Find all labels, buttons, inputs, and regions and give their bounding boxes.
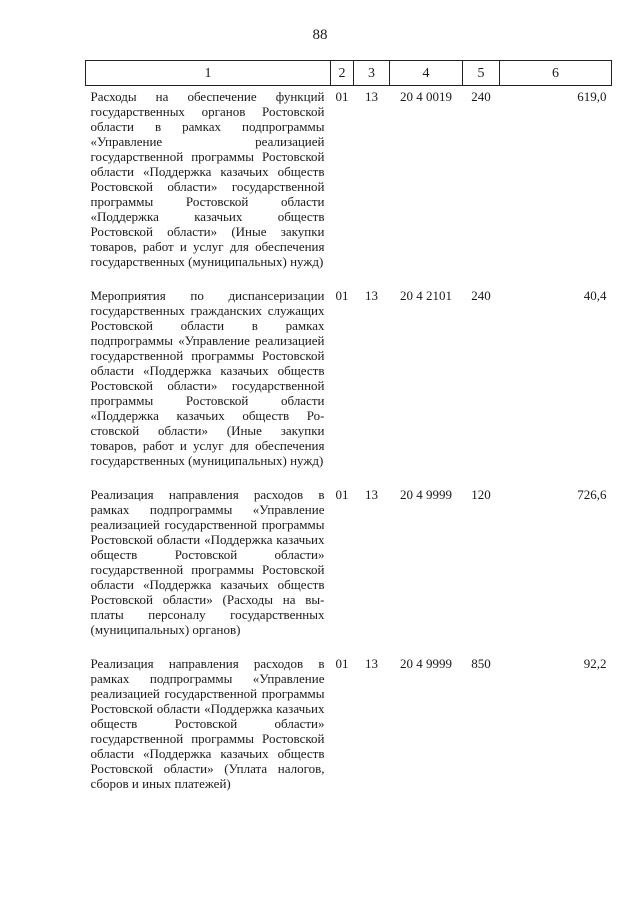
row-subsection-code: 13 [365, 89, 378, 104]
table-row [86, 484, 612, 653]
row-target-article: 20 4 9999 [400, 656, 452, 671]
row-amount: 619,0 [577, 89, 607, 104]
row-subsection-code: 13 [365, 288, 378, 303]
column-header-6: 6 [500, 61, 612, 86]
table-row [86, 86, 612, 286]
table-row [86, 285, 612, 484]
row-section-code: 01 [335, 288, 349, 303]
row-target-article: 20 4 0019 [400, 89, 452, 104]
row-description: Реализация направления расходов в рамках подпрограммы «Управление реализацией государственной программы Ростовской области «Поддержка казачьих обществ Ростовской области» государственной программы Ростовской области «Поддержка казачьих обществ Ростовской области» (Расходы на выплаты персоналу государственных (муниципальных) органов) [90, 487, 325, 637]
row-section-code: 01 [335, 89, 349, 104]
column-header-2: 2 [331, 61, 354, 86]
table-row [86, 653, 612, 807]
row-amount: 92,2 [583, 656, 607, 671]
row-target-article: 20 4 9999 [400, 487, 452, 502]
column-header-1: 1 [86, 61, 331, 86]
budget-table [85, 60, 612, 807]
row-description: Реализация направления расходов в рамках подпрограммы «Управление реализацией государственной программы Ростовской области «Поддержка казачьих обществ Ростовской области» государственной программы Ростовской области «Поддержка казачьих обществ Ростовской области» (Уплата налогов, сборов и иных платежей) [90, 656, 325, 791]
row-expense-type: 120 [471, 487, 491, 502]
row-section-code: 01 [335, 656, 349, 671]
row-subsection-code: 13 [365, 487, 378, 502]
row-amount: 40,4 [583, 288, 607, 303]
row-description: Расходы на обеспечение функций государственных органов Ростовской области в рамках подпрограммы «Управление реализацией государственной программы Ростовской области «Поддержка казачьих обществ Ростовской области» государственной программы Ростовской области «Поддержка казачьих обществ Ростовской области» (Иные закупки товаров, работ и услуг для обеспечения государственных (муниципальных) нужд) [90, 89, 325, 269]
row-amount: 726,6 [577, 487, 607, 502]
page-number: 88 [312, 27, 328, 43]
row-description: Мероприятия по диспансеризации государственных гражданских служащих Ростовской области в рамках подпрограммы «Управление реализацией государственной программы Ростовской области «Поддержка казачьих обществ Ростовской области» государственной программы Ростовской области «Поддержка казачьих обществ Ростовской области» (Иные закупки товаров, работ и услуг для обеспечения государственных (муниципальных) нужд) [90, 288, 325, 468]
row-target-article: 20 4 2101 [400, 288, 452, 303]
column-header-3: 3 [354, 61, 390, 86]
column-header-4: 4 [390, 61, 463, 86]
row-expense-type: 850 [471, 656, 491, 671]
row-expense-type: 240 [471, 288, 491, 303]
table-header-row [86, 61, 612, 86]
row-section-code: 01 [335, 487, 349, 502]
row-expense-type: 240 [471, 89, 491, 104]
row-subsection-code: 13 [365, 656, 378, 671]
column-header-5: 5 [463, 61, 500, 86]
